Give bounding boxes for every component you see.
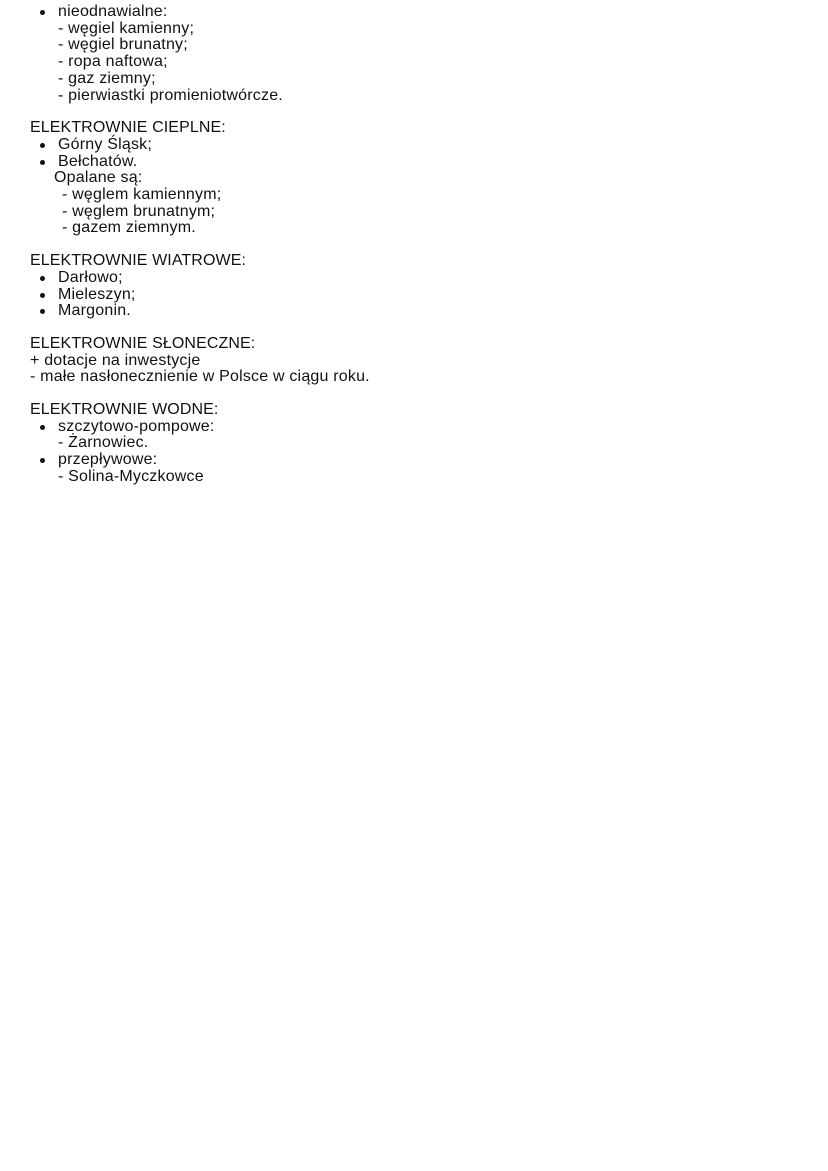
bullet-item: przepływowe:: [30, 452, 790, 469]
bullet-item: nieodnawialne:: [30, 4, 790, 21]
section-thermal: [30, 120, 790, 237]
bullet-item: Bełchatów.: [30, 154, 790, 171]
bullet-item: Darłowo;: [30, 270, 790, 287]
pro-line: + dotacje na inwestycje: [30, 351, 201, 369]
section-wind: [30, 253, 790, 320]
sub-item: - gazem ziemnym.: [62, 219, 196, 237]
con-line: - małe nasłonecznienie w Polsce w ciągu roku.: [30, 368, 370, 386]
bullet-item: Górny Śląsk;: [30, 137, 790, 154]
sub-item: - węglem kamiennym;: [62, 186, 222, 204]
sub-item: - węgiel kamienny;: [58, 19, 195, 37]
section-hydro: [30, 402, 790, 486]
sub-item: - Żarnowiec.: [58, 434, 149, 452]
sub-item: - ropa naftowa;: [58, 53, 168, 71]
document-content: [30, 4, 790, 502]
bullet-item: Mieleszyn;: [30, 287, 790, 304]
bullet-item: Margonin.: [30, 303, 790, 320]
section-solar: [30, 336, 790, 386]
section-heading: ELEKTROWNIE WODNE:: [30, 401, 219, 419]
section-heading: ELEKTROWNIE WIATROWE:: [30, 252, 247, 270]
section-heading: ELEKTROWNIE SŁONECZNE:: [30, 334, 256, 352]
sub-item: - Solina-Myczkowce: [58, 467, 204, 485]
sub-item: - węgiel brunatny;: [58, 36, 188, 54]
sub-item: - gaz ziemny;: [58, 69, 156, 87]
note-line: Opalane są:: [54, 169, 143, 187]
sub-item: - węglem brunatnym;: [62, 202, 216, 220]
section-heading: ELEKTROWNIE CIEPLNE:: [30, 119, 226, 137]
sub-item: - pierwiastki promieniotwórcze.: [58, 86, 283, 104]
section-nonrenewable: [30, 4, 790, 104]
bullet-item: szczytowo-pompowe:: [30, 419, 790, 436]
